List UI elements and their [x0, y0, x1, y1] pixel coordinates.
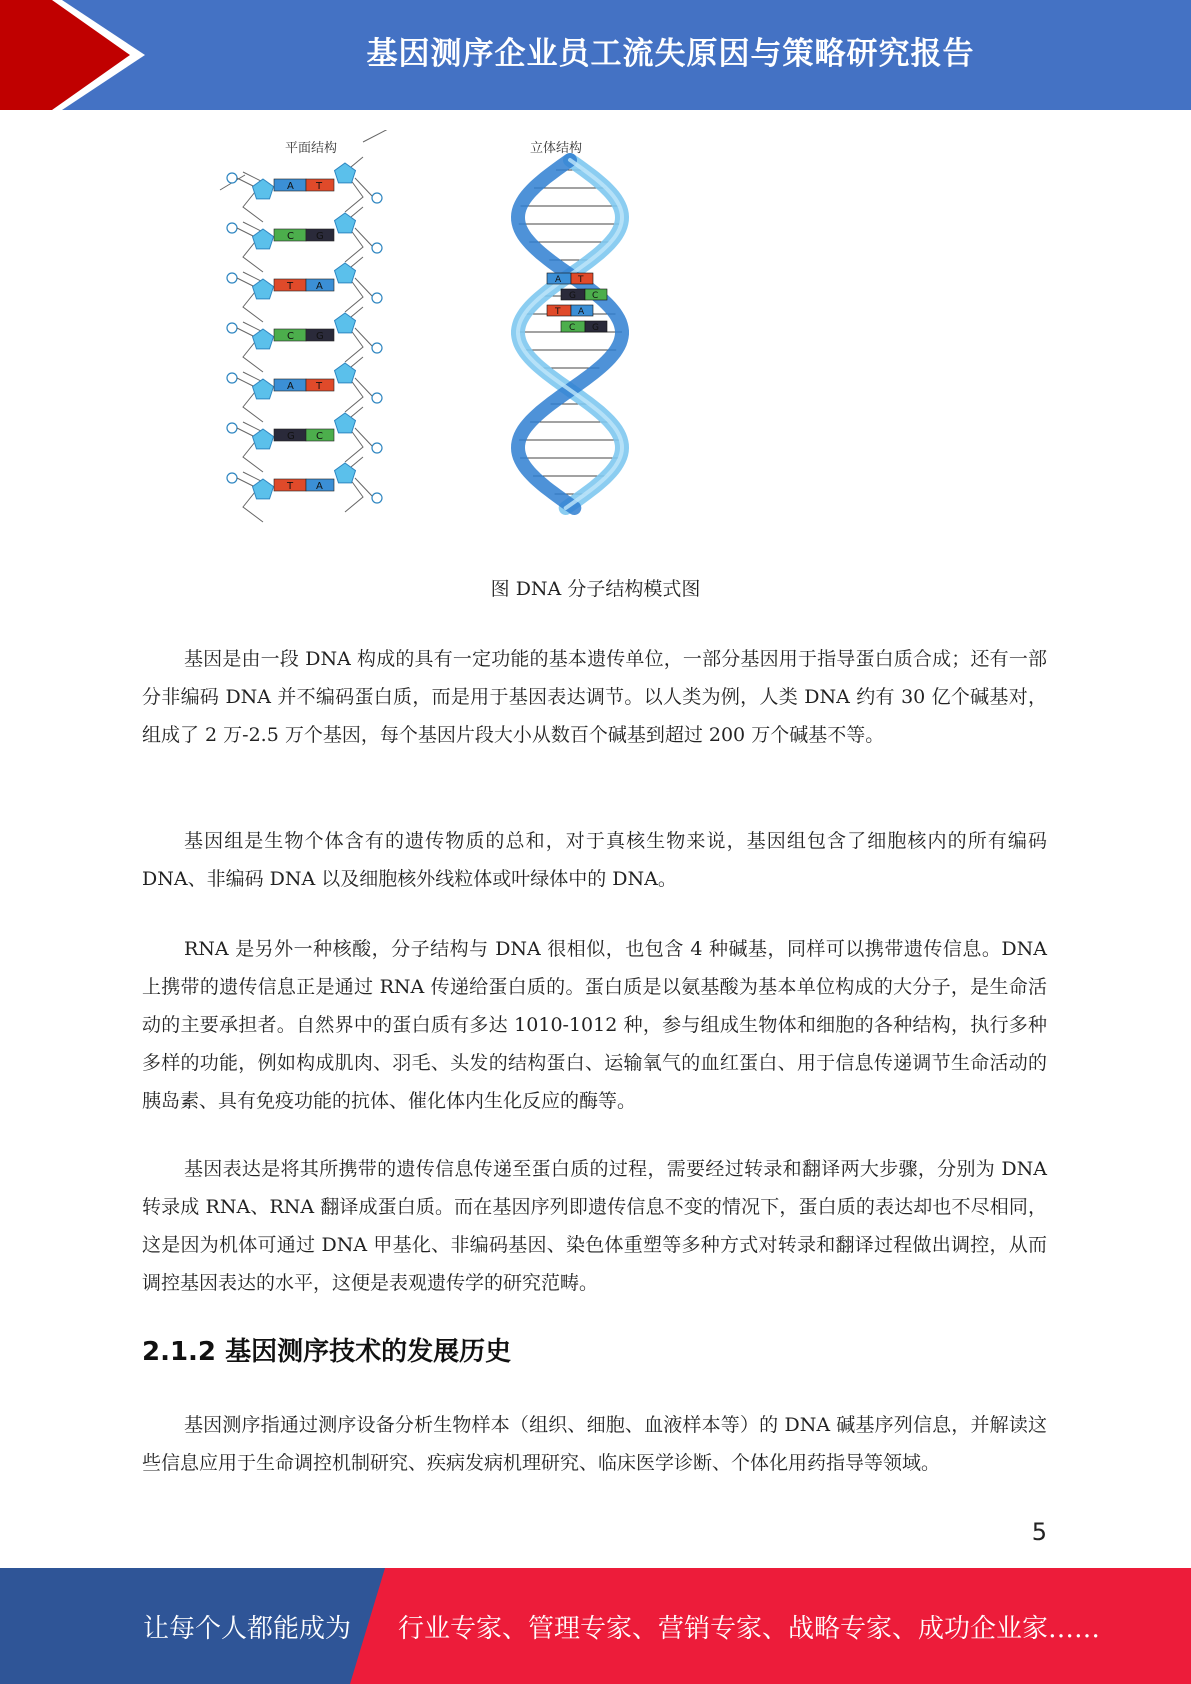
- backbone-line: [355, 228, 372, 246]
- paragraph-4: [142, 1150, 1047, 1302]
- backbone-line: [355, 378, 372, 396]
- phosphate-circle: [227, 223, 237, 233]
- sugar-pentagon: [253, 379, 274, 399]
- phosphate-circle: [227, 173, 237, 183]
- paragraph-text: RNA 是另外一种核酸，分子结构与 DNA 很相似，也包含 4 种碱基，同样可以携带遗传信息。DNA 上携带的遗传信息正是通过 RNA 传递给蛋白质的。蛋白质是以氨基酸为基本单位构成的大分子，是生命活动的主要承担者。自然界中的蛋白质有多达 1010-1012 种，参与组成生物体和细胞的各种结构，执行多种多样的功能，例如构成肌肉、羽毛、头发的结构蛋白、运输氧气的血红蛋白、用于信息传递调节生命活动的胰岛素、具有免疫功能的抗体、催化体内生化反应的酶等。: [142, 938, 1047, 1112]
- paragraph-5: [142, 1406, 1047, 1482]
- base-letter: T: [316, 181, 323, 192]
- backbone-line: [237, 378, 253, 386]
- base-letter: C: [287, 331, 294, 342]
- paragraph-text: 基因测序指通过测序设备分析生物样本（组织、细胞、血液样本等）的 DNA 碱基序列信息，并解读这些信息应用于生命调控机制研究、疾病发病机理研究、临床医学诊断、个体化用药指导等领域。: [142, 1414, 1047, 1474]
- phosphate-circle: [372, 193, 382, 203]
- base-letter: T: [287, 281, 294, 292]
- base-letter: A: [287, 181, 294, 192]
- phosphate-circle: [372, 393, 382, 403]
- helix-structure: [518, 160, 622, 508]
- phosphate-circle: [227, 373, 237, 383]
- paragraph-3: [142, 930, 1047, 1120]
- sugar-pentagon: [253, 179, 274, 199]
- base-letter: A: [287, 381, 294, 392]
- paragraph-text: 基因组是生物个体含有的遗传物质的总和，对于真核生物来说，基因组包含了细胞核内的所有编码 DNA、非编码 DNA 以及细胞核外线粒体或叶绿体中的 DNA。: [142, 830, 1047, 890]
- phosphate-circle: [372, 343, 382, 353]
- planar-structure: [220, 130, 390, 522]
- backbone-line: [355, 428, 372, 446]
- backbone-line: [355, 478, 372, 496]
- phosphate-circle: [372, 243, 382, 253]
- dna-figure: [185, 130, 695, 530]
- backbone-line: [355, 178, 372, 196]
- section-heading-block: [142, 1331, 1047, 1368]
- helix-strand: [518, 160, 622, 508]
- base-letter: T: [555, 307, 561, 317]
- base-letter: C: [316, 431, 323, 442]
- paragraph-text: 基因表达是将其所携带的遗传信息传递至蛋白质的过程，需要经过转录和翻译两大步骤，分别为 DNA 转录成 RNA、RNA 翻译成蛋白质。而在基因序列即遗传信息不变的情况下，蛋白质的表达却也不尽相同，这是因为机体可通过 DNA 甲基化、非编码基因、染色体重塑等多种方式对转录和翻译过程做出调控，从而调控基因表达的水平，这便是表观遗传学的研究范畴。: [142, 1158, 1047, 1294]
- base-letter: G: [569, 291, 576, 301]
- backbone-line: [237, 228, 253, 236]
- footer-slogan-left: 让每个人都能成为: [143, 1613, 352, 1644]
- base-letter: T: [316, 381, 323, 392]
- page-header: [0, 0, 1191, 110]
- paragraph-2: [142, 822, 1047, 898]
- dna-structure-illustration: [185, 130, 695, 530]
- base-letter: G: [316, 231, 324, 242]
- backbone-line: [237, 178, 253, 186]
- helix-highlight: [518, 160, 622, 508]
- page-number: 5: [1031, 1518, 1047, 1546]
- base-letter: T: [578, 275, 584, 285]
- base-letter: G: [287, 431, 295, 442]
- base-letter: C: [592, 291, 599, 301]
- base-letter: C: [287, 231, 294, 242]
- stereo-structure-label: 立体结构: [530, 141, 583, 156]
- backbone-line: [237, 328, 253, 336]
- phosphate-circle: [227, 273, 237, 283]
- sugar-pentagon: [253, 479, 274, 499]
- backbone-line: [363, 130, 390, 142]
- backbone-line: [355, 328, 372, 346]
- figure-caption: 图 DNA 分子结构模式图: [490, 578, 701, 600]
- base-letter: G: [316, 331, 324, 342]
- backbone-line: [237, 278, 253, 286]
- backbone-line: [237, 428, 253, 436]
- backbone-line: [355, 278, 372, 296]
- base-letter: G: [592, 323, 599, 333]
- sugar-pentagon: [253, 429, 274, 449]
- base-letter: T: [287, 481, 294, 492]
- footer-slogan-right: 行业专家、管理专家、营销专家、战略专家、成功企业家……: [398, 1613, 1101, 1644]
- phosphate-circle: [372, 493, 382, 503]
- phosphate-circle: [227, 423, 237, 433]
- paragraph-text: 基因是由一段 DNA 构成的具有一定功能的基本遗传单位，一部分基因用于指导蛋白质合成；还有一部分非编码 DNA 并不编码蛋白质，而是用于基因表达调节。以人类为例，人类 DNA 约有 30 亿个碱基对，组成了 2 万-2.5 万个基因，每个基因片段大小从数百个碱基到超过 200 万个碱基不等。: [142, 648, 1047, 746]
- report-title: 基因测序企业员工流失原因与策略研究报告: [366, 35, 975, 72]
- phosphate-circle: [227, 473, 237, 483]
- helix-strand: [518, 160, 622, 508]
- page-footer: [0, 1568, 1191, 1684]
- base-letter: A: [316, 481, 323, 492]
- sugar-pentagon: [253, 229, 274, 249]
- phosphate-circle: [372, 293, 382, 303]
- section-heading: 2.1.2 基因测序技术的发展历史: [142, 1337, 512, 1367]
- paragraph-1: [142, 640, 1047, 754]
- base-letter: A: [316, 281, 323, 292]
- sugar-pentagon: [253, 279, 274, 299]
- sugar-pentagon: [253, 329, 274, 349]
- base-letter: C: [569, 323, 576, 333]
- planar-structure-label: 平面结构: [285, 141, 338, 156]
- backbone-line: [237, 478, 253, 486]
- phosphate-circle: [227, 323, 237, 333]
- phosphate-circle: [372, 443, 382, 453]
- base-letter: A: [555, 275, 562, 285]
- header-red-arrow: [0, 0, 145, 110]
- base-letter: A: [578, 307, 585, 317]
